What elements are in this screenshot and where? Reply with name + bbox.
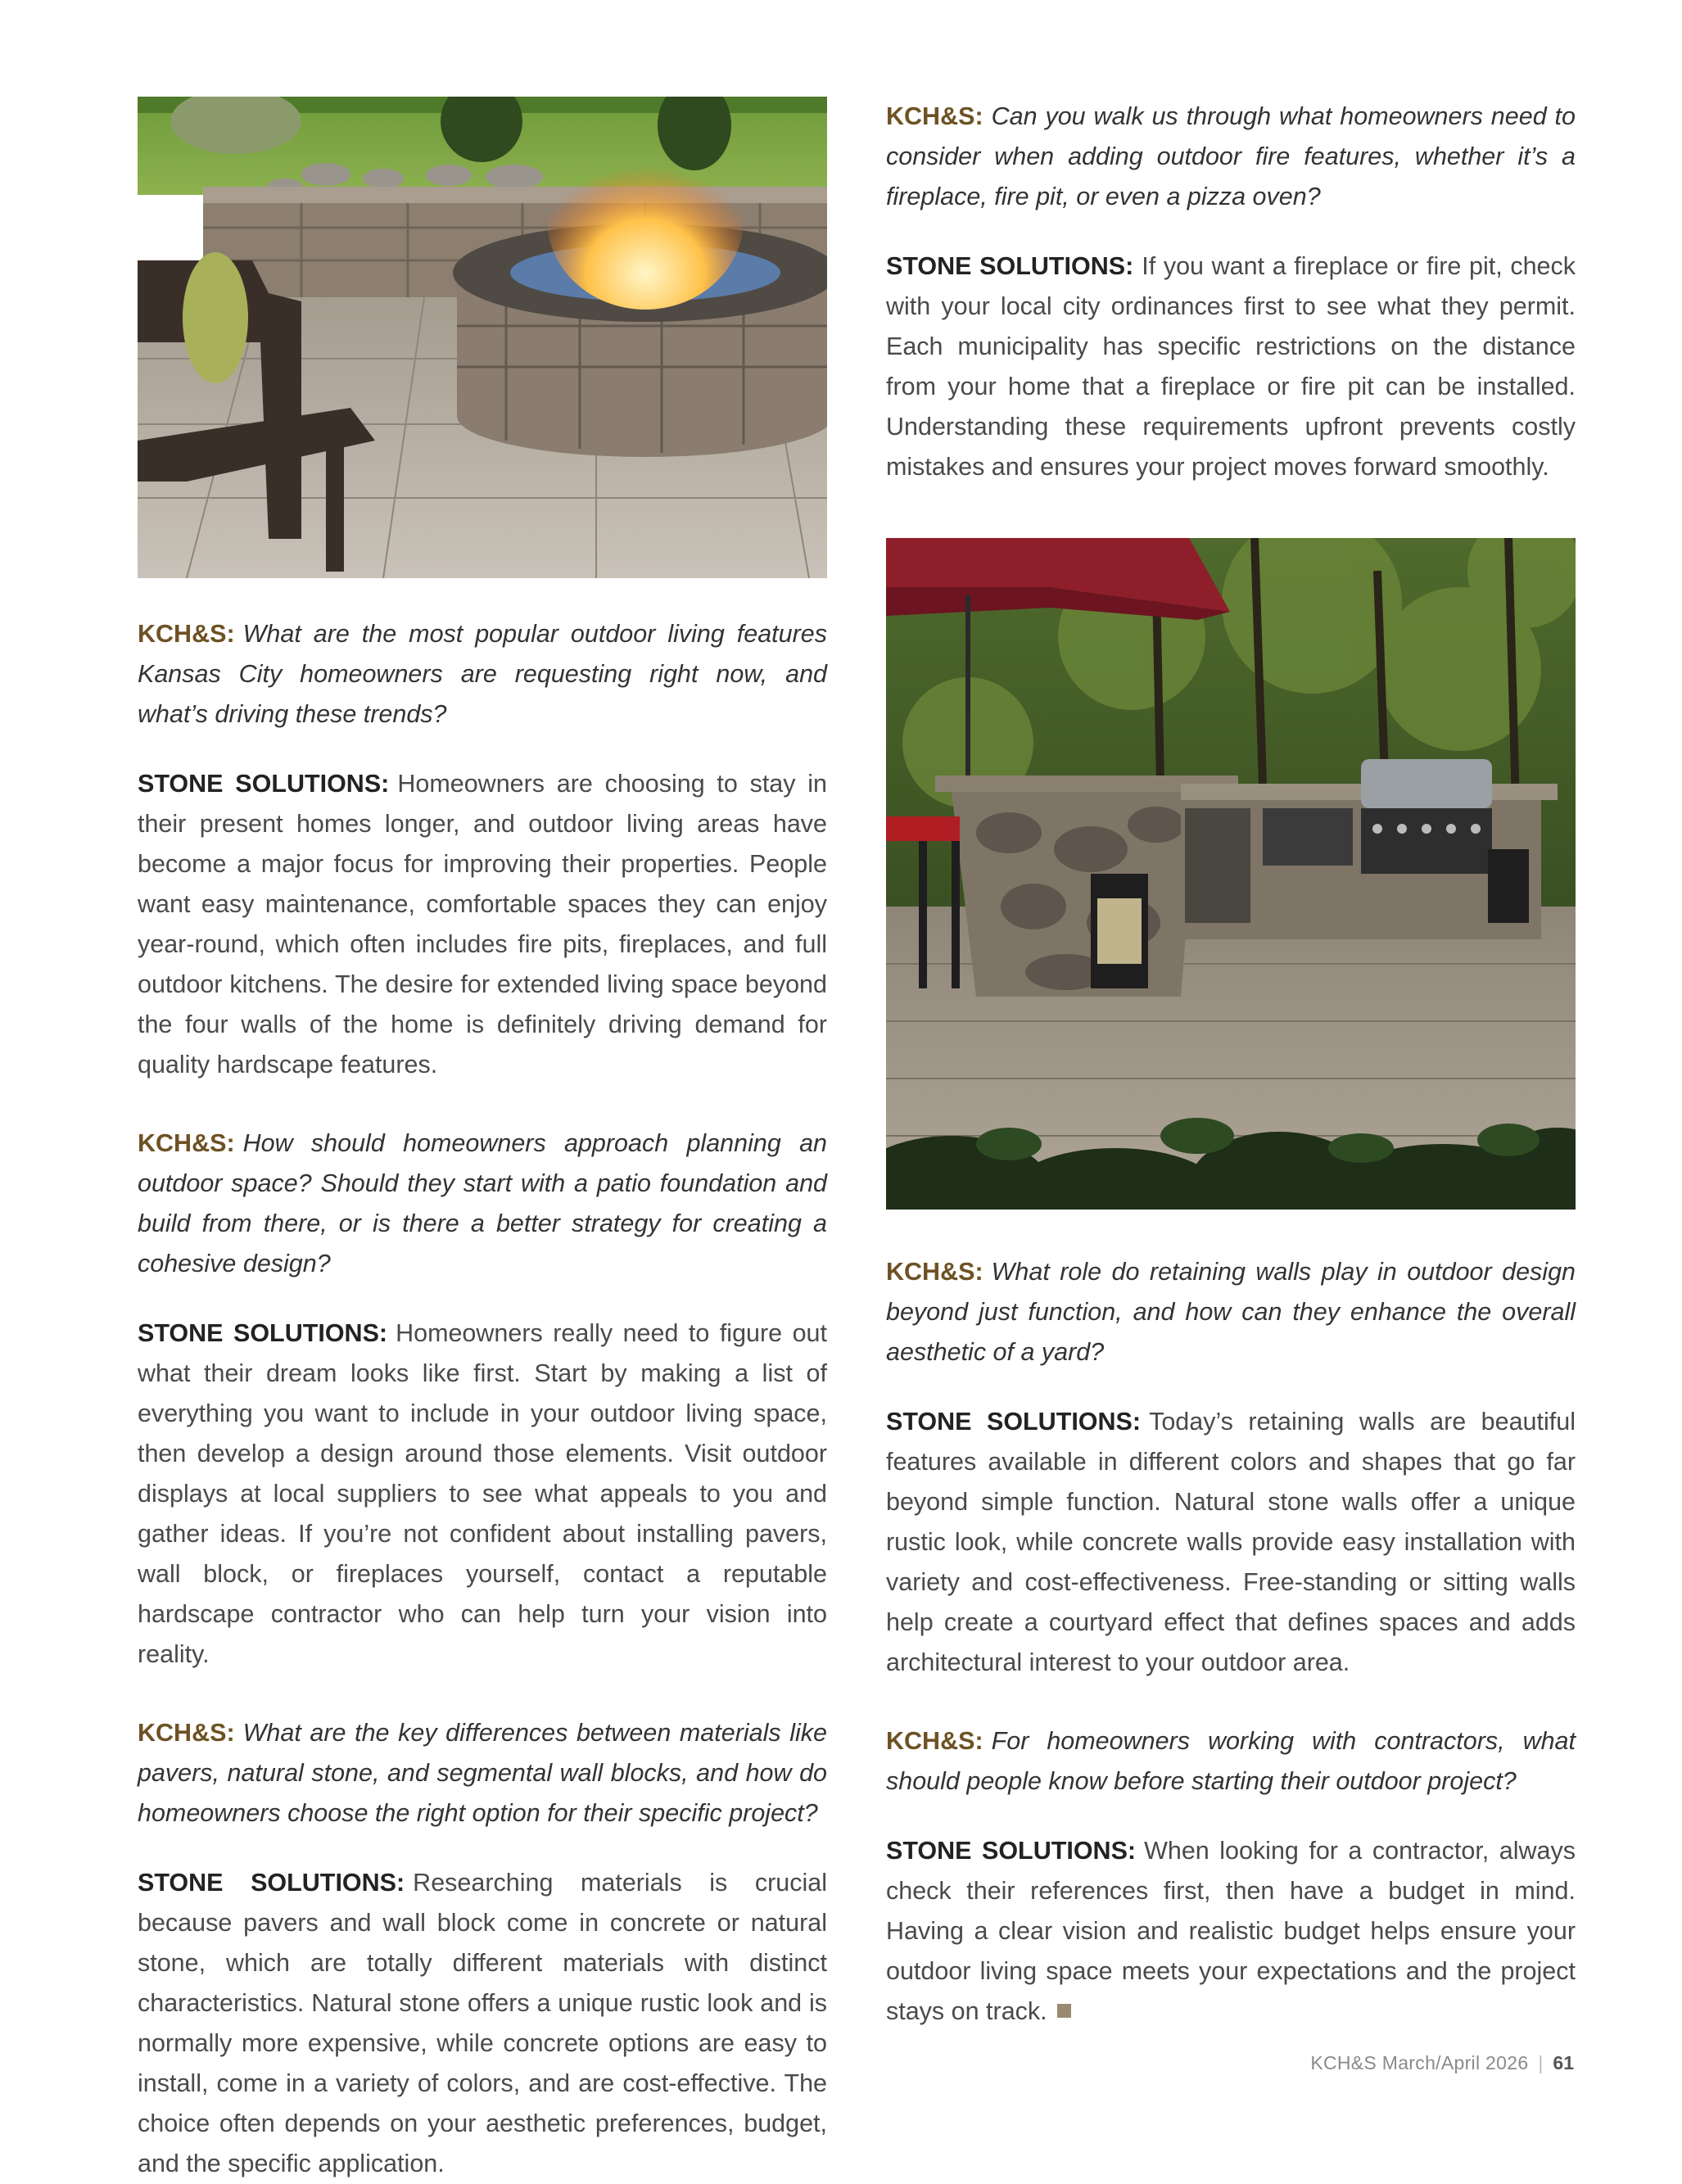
question (886, 97, 1576, 217)
question (886, 1721, 1576, 1802)
answer-label: STONE SOLUTIONS: (886, 252, 1134, 280)
question-label: KCH&S: (138, 1719, 235, 1747)
outdoor-kitchen-illustration (886, 538, 1576, 1210)
page-footer (1310, 2052, 1574, 2074)
qa-block (138, 614, 827, 1085)
answer-text: Homeowners are choosing to stay in their present homes longer, and outdoor living areas have become a major focus for improving their properties. People want easy maintenance, comfortable spaces they can enjoy year-round, which often includes fire pits, fireplaces, and full outdoor kitchens. The desire for extended living space beyond the four walls of the home is definitely driving demand for quality hardscape features. (138, 770, 827, 1078)
question-text: For homeowners working with contractors, what should people know before starting their outdoor project? (886, 1727, 1576, 1795)
answer-label: STONE SOLUTIONS: (138, 770, 390, 798)
spacer (886, 1372, 1576, 1402)
question (138, 1713, 827, 1834)
question (886, 1252, 1576, 1372)
question-label: KCH&S: (886, 102, 983, 130)
question-text: Can you walk us through what homeowners need to consider when adding outdoor fire features, whether it’s a fireplace, fire pit, or even a pizza oven? (886, 102, 1576, 210)
question (138, 1124, 827, 1284)
question-text: What are the most popular outdoor living features Kansas City homeowners are requesting right now, and what’s driving these trends? (138, 620, 827, 728)
answer-text: Researching materials is crucial because pavers and wall block come in concrete or natural stone, which are totally different materials with distinct characteristics. Natural stone offers a unique rustic look and is normally more expensive, while concrete options are easy to install, come in a variety of colors, and are cost-effective. The choice often depends on your aesthetic preferences, budget, and the specific application. (138, 1869, 827, 2177)
spacer (138, 1675, 827, 1713)
answer-text: When looking for a contractor, always check their references first, then have a budget in mind. Having a clear vision and realistic budget helps ensure your outdoor living space meets your expectations and the project stays on track. (886, 1837, 1576, 2025)
spacer (886, 1210, 1576, 1252)
question (138, 614, 827, 735)
question-text: What role do retaining walls play in outdoor design beyond just function, and how can they enhance the overall aesthetic of a yard? (886, 1258, 1576, 1366)
question-text: What are the key differences between materials like pavers, natural stone, and segmental wall blocks, and how do homeowners choose the right option for their specific project? (138, 1719, 827, 1827)
answer-text: Homeowners really need to figure out what their dream looks like first. Start by making a list of everything you want to include in your outdoor living space, then develop a design around those elements. Visit outdoor displays at local suppliers to see what appeals to you and gather ideas. If you’re not confident about installing pavers, wall block, or fireplaces yourself, contact a reputable hardscape contractor who can help turn your vision into reality. (138, 1319, 827, 1668)
spacer (138, 1085, 827, 1124)
spacer (138, 1284, 827, 1314)
question-label: KCH&S: (886, 1258, 983, 1286)
answer (886, 246, 1576, 487)
answer-text: Today’s retaining walls are beautiful features available in different colors and shapes that go far beyond simple function. Natural stone walls offer a unique rustic look, while concrete walls provide easy installation with variety and cost-effectiveness. Free-standing or sitting walls help create a courtyard effect that defines spaces and adds architectural interest to your outdoor area. (886, 1408, 1576, 1676)
right-column (886, 97, 1576, 2032)
page-number: 61 (1553, 2052, 1574, 2073)
answer-label: STONE SOLUTIONS: (138, 1319, 388, 1347)
spacer (886, 217, 1576, 246)
qa-block (886, 1252, 1576, 1683)
spacer (138, 735, 827, 764)
spacer (886, 1683, 1576, 1721)
answer-text: If you want a fireplace or fire pit, check with your local city ordinances first to see what they permit. Each municipality has specific restrictions on the distance from your home that a fireplace or fire pit can be installed. Understanding these requirements upfront prevents costly mistakes and ensures your project moves forward smoothly. (886, 252, 1576, 481)
qa-block (886, 97, 1576, 487)
left-column (138, 97, 827, 2184)
end-mark-icon (1057, 2004, 1071, 2018)
fire-pit-illustration (138, 97, 827, 578)
answer-label: STONE SOLUTIONS: (138, 1869, 405, 1897)
answer (138, 1314, 827, 1675)
footer-separator: | (1538, 2052, 1544, 2073)
question-label: KCH&S: (138, 1129, 235, 1157)
publication-name: KCH&S March/April 2026 (1310, 2052, 1529, 2073)
question-label: KCH&S: (886, 1727, 983, 1755)
answer-label: STONE SOLUTIONS: (886, 1837, 1137, 1865)
answer (886, 1402, 1576, 1683)
spacer (886, 1802, 1576, 1831)
spacer (138, 578, 827, 614)
spacer (138, 1834, 827, 1863)
fire-pit-photo (138, 97, 827, 578)
outdoor-kitchen-photo (886, 538, 1576, 1210)
qa-block (138, 1124, 827, 1675)
qa-block (138, 1713, 827, 2184)
question-text: How should homeowners approach planning an outdoor space? Should they start with a patio foundation and build from there, or is there a better strategy for creating a cohesive design? (138, 1129, 827, 1277)
answer-label: STONE SOLUTIONS: (886, 1408, 1142, 1436)
qa-block (886, 1721, 1576, 2032)
answer (138, 1863, 827, 2184)
answer (138, 764, 827, 1085)
question-label: KCH&S: (138, 620, 235, 648)
answer (886, 1831, 1576, 2032)
